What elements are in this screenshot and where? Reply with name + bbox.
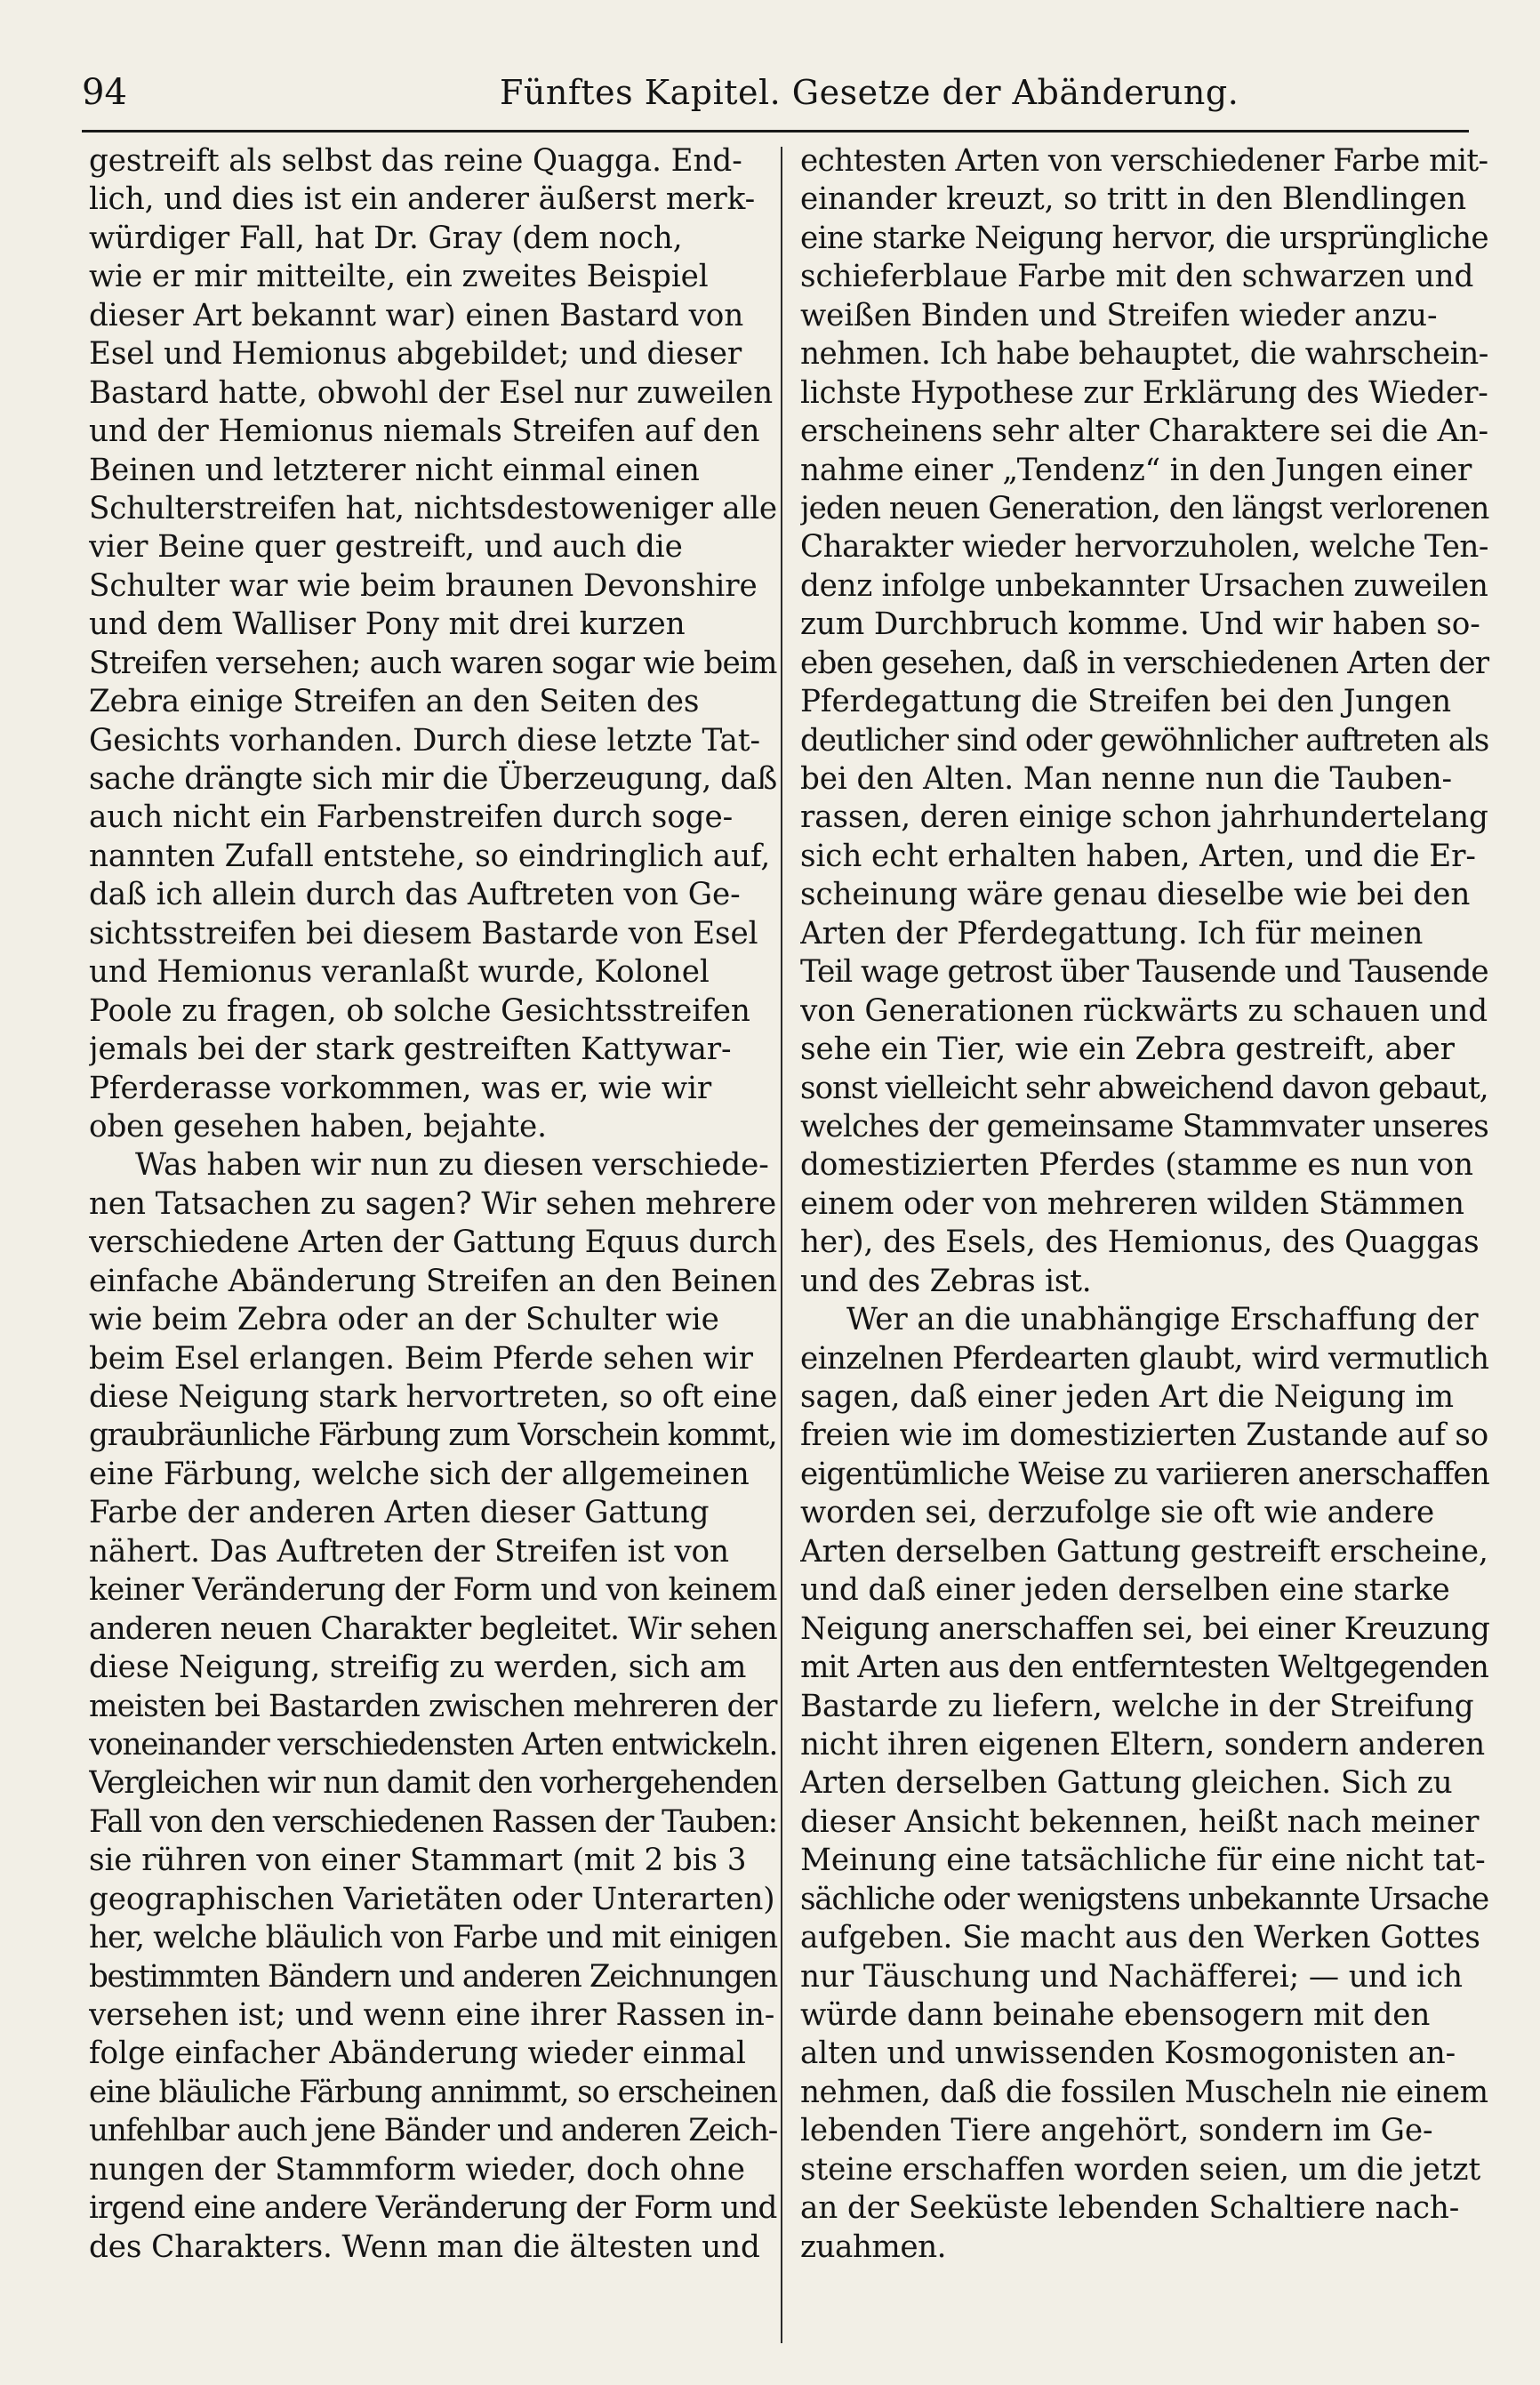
text-line: sie rühren von einer Stammart (mit 2 bis 3: [89, 1843, 747, 1879]
text-line: einzelnen Pferdearten glaubt, wird vermutlich: [800, 1340, 1489, 1377]
text-line: folge einfacher Abänderung wieder einmal: [89, 2036, 746, 2072]
column-divider: [781, 147, 782, 2343]
text-line: mit Arten aus den entferntesten Weltgegenden: [800, 1650, 1488, 1686]
text-line: verschiedene Arten der Gattung Equus durch: [89, 1225, 777, 1261]
text-line: daß ich allein durch das Auftreten von Ge-: [89, 877, 741, 913]
text-line: geographischen Varietäten oder Unterarten): [89, 1881, 775, 1917]
text-line: an der Seeküste lebenden Schaltiere nach-: [800, 2190, 1460, 2227]
text-line: einem oder von mehreren wilden Stämmen: [800, 1185, 1464, 1222]
text-line: Zebra einige Streifen an den Seiten des: [89, 684, 700, 720]
text-line: würdiger Fall, hat Dr. Gray (dem noch,: [89, 220, 683, 256]
page-number: 94: [82, 72, 127, 113]
text-line: alten und unwissenden Kosmogonisten an-: [800, 2036, 1456, 2072]
text-line: sächliche oder wenigstens unbekannte Ursache: [800, 1881, 1489, 1917]
text-line: nehmen, daß die fossilen Muscheln nie einem: [800, 2074, 1488, 2110]
text-line: eigentümliche Weise zu variieren anerschaffen: [800, 1456, 1489, 1492]
text-line: Poole zu fragen, ob solche Gesichtsstreifen: [89, 992, 750, 1029]
text-line: zuahmen.: [800, 2228, 946, 2265]
text-line: lichste Hypothese zur Erklärung des Wieder-: [800, 374, 1488, 411]
text-line: jeden neuen Generation, den längst verlorenen: [800, 490, 1489, 526]
text-line: wie beim Zebra oder an der Schulter wie: [89, 1302, 719, 1338]
running-head: [82, 66, 1469, 124]
text-line: nen Tatsachen zu sagen? Wir sehen mehrere: [89, 1185, 777, 1222]
text-line: rassen, deren einige schon jahrhundertelang: [800, 799, 1488, 836]
text-line: lebenden Tiere angehört, sondern im Ge-: [800, 2113, 1433, 2149]
text-line: einfache Abänderung Streifen an den Beinen: [89, 1263, 777, 1299]
text-line: Teil wage getrost über Tausende und Tausende: [800, 954, 1488, 991]
text-line: eben gesehen, daß in verschiedenen Arten der: [800, 645, 1489, 681]
text-line: nahme einer „Tendenz“ in den Jungen einer: [800, 452, 1472, 488]
text-line: her), des Esels, des Hemionus, des Quaggas: [800, 1225, 1480, 1261]
text-line: und dem Walliser Pony mit drei kurzen: [89, 606, 686, 643]
text-line: Charakter wieder hervorzuholen, welche Ten-: [800, 529, 1488, 566]
text-line: gestreift als selbst das reine Quagga. End-: [89, 143, 742, 179]
text-line: nungen der Stammform wieder, doch ohne: [89, 2151, 745, 2188]
text-line: Gesichts vorhanden. Durch diese letzte Tat-: [89, 722, 760, 759]
text-line: eine bläuliche Färbung annimmt, so erscheinen: [89, 2074, 777, 2110]
text-line: wie er mir mitteilte, ein zweites Beispiel: [89, 259, 709, 295]
text-line: des Charakters. Wenn man die ältesten und: [89, 2228, 760, 2265]
text-line: Schulterstreifen hat, nichtsdestoweniger alle: [89, 490, 777, 526]
text-line: und des Zebras ist.: [800, 1263, 1092, 1299]
text-line: nicht ihren eigenen Eltern, sondern anderen: [800, 1726, 1486, 1763]
text-line: Fall von den verschiedenen Rassen der Tauben:: [89, 1803, 777, 1840]
text-line: Was haben wir nun zu diesen verschiede-: [135, 1147, 769, 1184]
text-line: versehen ist; und wenn eine ihrer Rassen in-: [89, 1997, 775, 2033]
text-line: Beinen und letzterer nicht einmal einen: [89, 452, 700, 488]
text-line: schieferblaue Farbe mit den schwarzen und: [800, 259, 1474, 295]
text-line: Arten derselben Gattung gleichen. Sich zu: [800, 1765, 1453, 1802]
text-line: unfehlbar auch jene Bänder und anderen Zeich-: [89, 2113, 777, 2149]
text-line: eine starke Neigung hervor, die ursprüngliche: [800, 220, 1488, 256]
text-line: Meinung eine tatsächliche für eine nicht tat-: [800, 1843, 1486, 1879]
text-line: Pferdegattung die Streifen bei den Jungen: [800, 684, 1452, 720]
text-line: freien wie im domestizierten Zustande auf so: [800, 1417, 1488, 1454]
text-line: nannten Zufall entstehe, so eindringlich auf,: [89, 838, 771, 874]
text-line: nehmen. Ich habe behauptet, die wahrschein-: [800, 336, 1488, 373]
text-line: sehe ein Tier, wie ein Zebra gestreift, aber: [800, 1032, 1455, 1068]
text-line: und daß einer jeden derselben eine starke: [800, 1572, 1450, 1609]
text-line: denz infolge unbekannter Ursachen zuweilen: [800, 567, 1488, 604]
text-line: Bastard hatte, obwohl der Esel nur zuweilen: [89, 374, 773, 411]
text-line: sichtsstreifen bei diesem Bastarde von Esel: [89, 915, 758, 952]
text-line: welches der gemeinsame Stammvater unseres: [800, 1108, 1488, 1144]
text-line: würde dann beinahe ebensogern mit den: [800, 1997, 1431, 2033]
text-line: erscheinens sehr alter Charaktere sei die An-: [800, 414, 1488, 450]
text-line: domestizierten Pferdes (stamme es nun von: [800, 1147, 1473, 1184]
text-line: deutlicher sind oder gewöhnlicher auftreten als: [800, 722, 1489, 759]
text-line: zum Durchbruch komme. Und wir haben so-: [800, 606, 1480, 643]
text-line: dieser Art bekannt war) einen Bastard von: [89, 297, 744, 333]
text-line: auch nicht ein Farbenstreifen durch soge-: [89, 799, 734, 836]
text-line: dieser Ansicht bekennen, heißt nach meiner: [800, 1803, 1480, 1840]
text-line: sonst vielleicht sehr abweichend davon gebaut,: [800, 1070, 1488, 1106]
text-line: keiner Veränderung der Form und von keinem: [89, 1572, 777, 1609]
text-line: graubräunliche Färbung zum Vorschein kommt,: [89, 1417, 777, 1454]
text-line: von Generationen rückwärts zu schauen und: [800, 992, 1488, 1029]
text-line: oben gesehen haben, bejahte.: [89, 1108, 547, 1144]
text-line: her, welche bläulich von Farbe und mit einigen: [89, 1920, 778, 1956]
text-line: sache drängte sich mir die Überzeugung, daß: [89, 761, 777, 797]
text-line: anderen neuen Charakter begleitet. Wir sehen: [89, 1610, 777, 1647]
text-line: bei den Alten. Man nenne nun die Tauben-: [800, 761, 1453, 797]
text-line: Pferderasse vorkommen, was er, wie wir: [89, 1070, 712, 1106]
text-line: Wer an die unabhängige Erschaffung der: [846, 1302, 1479, 1338]
text-line: und der Hemionus niemals Streifen auf den: [89, 414, 760, 450]
text-line: meisten bei Bastarden zwischen mehreren der: [89, 1688, 777, 1724]
text-line: Bastarde zu liefern, welche in der Streifung: [800, 1688, 1474, 1724]
text-line: Esel und Hemionus abgebildet; und dieser: [89, 336, 742, 373]
text-line: einander kreuzt, so tritt in den Blendlingen: [800, 181, 1467, 218]
text-line: diese Neigung, streifig zu werden, sich am: [89, 1650, 747, 1686]
header-rule: [82, 130, 1469, 132]
text-line: Neigung anerschaffen sei, bei einer Kreuzung: [800, 1610, 1490, 1647]
text-line: und Hemionus veranlaßt wurde, Kolonel: [89, 954, 710, 991]
text-line: nur Täuschung und Nachäfferei; — und ich: [800, 1958, 1463, 1995]
text-line: Farbe der anderen Arten dieser Gattung: [89, 1495, 710, 1531]
text-line: sich echt erhalten haben, Arten, und die Er-: [800, 838, 1476, 874]
text-line: vier Beine quer gestreift, und auch die: [89, 529, 683, 566]
text-line: bestimmten Bändern und anderen Zeichnungen: [89, 1958, 777, 1995]
text-line: jemals bei der stark gestreiften Kattywar-: [89, 1032, 732, 1068]
text-line: voneinander verschiedensten Arten entwickeln.: [89, 1726, 778, 1763]
right-column: [800, 142, 1492, 2330]
text-line: Vergleichen wir nun damit den vorhergehenden: [89, 1765, 778, 1802]
text-line: echtesten Arten von verschiedener Farbe mit-: [800, 143, 1488, 179]
left-column: [89, 142, 781, 2330]
chapter-title: Fünftes Kapitel. Gesetze der Abänderung.: [500, 73, 1239, 112]
text-line: irgend eine andere Veränderung der Form und: [89, 2190, 777, 2227]
text-line: Arten derselben Gattung gestreift erscheine,: [800, 1533, 1488, 1570]
text-line: nähert. Das Auftreten der Streifen ist von: [89, 1533, 729, 1570]
text-line: aufgeben. Sie macht aus den Werken Gottes: [800, 1920, 1480, 1956]
text-line: worden sei, derzufolge sie oft wie andere: [800, 1495, 1435, 1531]
text-line: Streifen versehen; auch waren sogar wie beim: [89, 645, 777, 681]
text-line: Arten der Pferdegattung. Ich für meinen: [800, 915, 1424, 952]
text-line: beim Esel erlangen. Beim Pferde sehen wir: [89, 1340, 753, 1377]
text-line: eine Färbung, welche sich der allgemeinen: [89, 1456, 750, 1492]
text-line: scheinung wäre genau dieselbe wie bei den: [800, 877, 1471, 913]
text-line: lich, und dies ist ein anderer äußerst merk-: [89, 181, 756, 218]
text-line: sagen, daß einer jeden Art die Neigung im: [800, 1379, 1454, 1415]
text-line: weißen Binden und Streifen wieder anzu-: [800, 297, 1438, 333]
text-line: steine erschaffen worden seien, um die jetzt: [800, 2151, 1481, 2188]
text-line: Schulter war wie beim braunen Devonshire: [89, 567, 758, 604]
text-line: diese Neigung stark hervortreten, so oft eine: [89, 1379, 778, 1415]
